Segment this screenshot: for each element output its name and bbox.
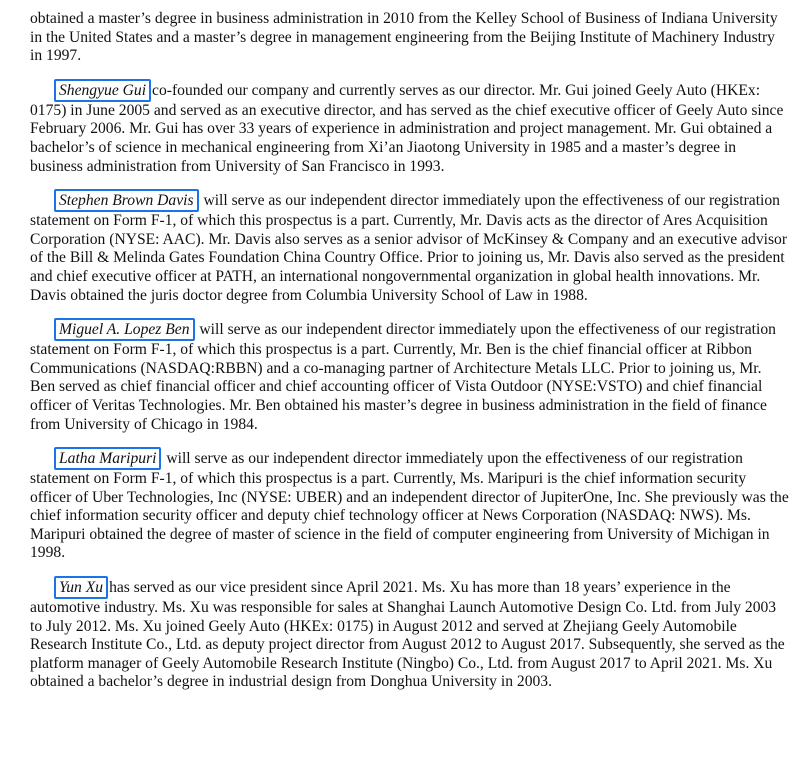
highlighted-name-stephen-brown-davis: Stephen Brown Davis (54, 189, 199, 212)
bio-text-yun-xu: has served as our vice president since April 2021. Ms. Xu has more than 18 years’ experience in the automotive industry. Ms. Xu was responsible for sales at Shanghai Launch Automotive Design Co. Ltd. from July 2003 to July 2012. Ms. Xu joined Geely Auto (HKEx: 0175) in August 2012 and served at Zhejiang Geely Automobile Research Institute Co., Ltd. as deputy project director from August 2012 to August 2017. Subsequently, she served as the platform manager of Geely Automobile Research Institute (Ningbo) Co., Ltd. from August 2017 to April 2021. Ms. Xu obtained a bachelor’s degree in industrial design from Donghua University in 2003. (30, 579, 785, 691)
intro-paragraph: obtained a master’s degree in business administration in 2010 from the Kelley School of Business of Indiana University in the United States and a master’s degree in management engineering from the Beijing Institute of Machinery Industry in 1997. (30, 10, 778, 65)
bio-text-shengyue-gui: co-founded our company and currently serves as our director. Mr. Gui joined Geely Auto (HKEx: 0175) in June 2005 and served as an executive director, and has served as the chief executive officer of Geely Auto since February 2006. Mr. Gui has over 33 years of experience in administration and project management. Mr. Gui obtained a bachelor’s of science in mechanical engineering from Xi’an Jiaotong University in 1985 and a master’s degree in business administration from University of San Francisco in 1993. (30, 81, 784, 175)
bio-miguel-lopez-ben (30, 318, 789, 434)
highlighted-name-miguel-lopez-ben: Miguel A. Lopez Ben (54, 318, 195, 341)
highlighted-name-shengyue-gui: Shengyue Gui (54, 79, 151, 102)
bio-text-latha-maripuri: will serve as our independent director immediately upon the effectiveness of our registration statement on Form F-1, of which this prospectus is a part. Currently, Ms. Maripuri is the chief information security officer of Uber Technologies, Inc (NYSE: UBER) and an independent director of JupiterOne, Inc. She previously was the chief information security officer and deputy chief technology officer at News Corporation (NASDAQ: NWS). Ms. Maripuri obtained the degree of master of science in the field of computer engineering from University of Michigan in 1998. (30, 450, 789, 562)
bio-text-stephen-brown-davis: will serve as our independent director immediately upon the effectiveness of our registration statement on Form F-1, of which this prospectus is a part. Currently, Mr. Davis acts as the director of Ares Acquisition Corporation (NYSE: AAC). Mr. Davis also serves as a senior advisor of McKinsey & Company and an executive advisor of the Bill & Melinda Gates Foundation China Country Office. Prior to joining us, Mr. Davis also served as the president and chief executive officer at PATH, an international nongovernmental organization in global health innovations. Mr. Davis obtained the juris doctor degree from Columbia University School of Law in 1988. (30, 192, 788, 304)
bio-stephen-brown-davis (30, 189, 789, 305)
bio-shengyue-gui (30, 79, 789, 176)
bio-latha-maripuri (30, 447, 789, 563)
highlighted-name-yun-xu: Yun Xu (54, 576, 108, 599)
bio-text-miguel-lopez-ben: will serve as our independent director immediately upon the effectiveness of our registration statement on Form F-1, of which this prospectus is a part. Currently, Mr. Ben is the chief financial officer at Ribbon Communications (NASDAQ:RBBN) and a co-managing partner of Architecture Metals LLC. Prior to joining us, Mr. Ben served as chief financial officer and chief accounting officer of Vista Outdoor (NYSE:VSTO) and chief financial officer of Veritas Technologies. Mr. Ben obtained his master’s degree in business administration in the field of finance from University of Chicago in 1984. (30, 321, 776, 433)
highlighted-name-latha-maripuri: Latha Maripuri (54, 447, 161, 470)
bio-yun-xu (30, 576, 789, 692)
